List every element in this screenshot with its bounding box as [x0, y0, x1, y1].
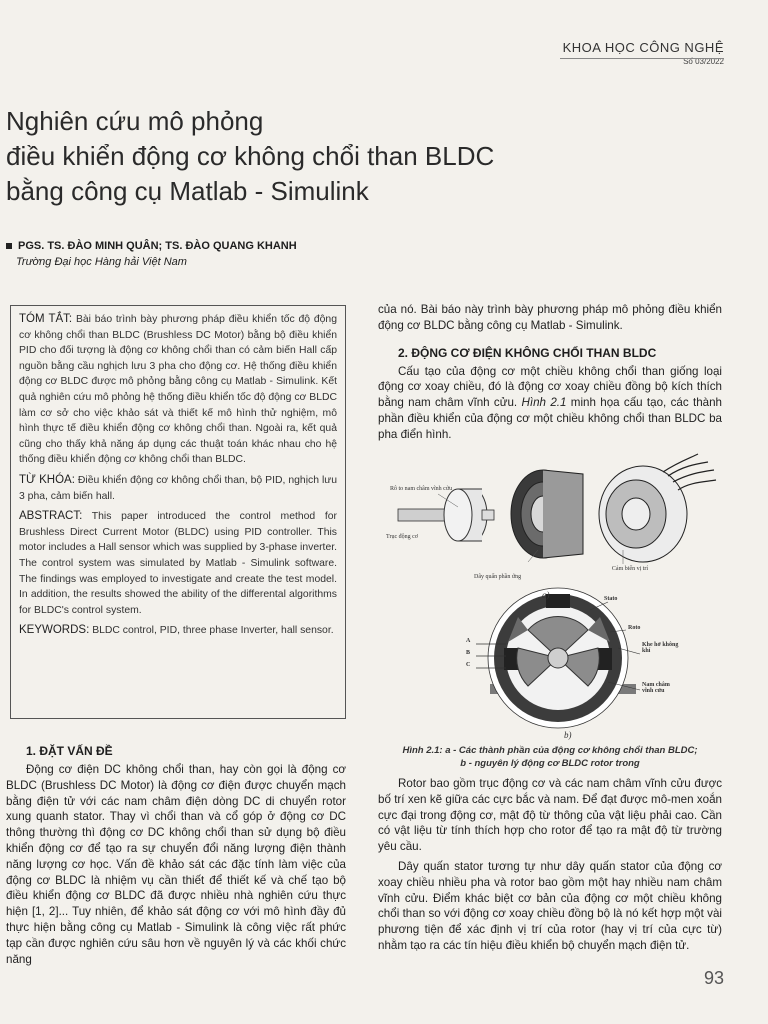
- section-2-text-a: Cấu tạo của động cơ một chiều không chổi than giống loại động cơ xoay chiều, đó là động cơ xoay chiều đồng bộ kích thích bằng nam châm vĩnh cửu.: [378, 364, 722, 410]
- keywords-label: KEYWORDS:: [19, 624, 90, 637]
- intro-continuation: của nó. Bài báo này trình bày phương pháp mô phỏng điều khiển động cơ BLDC bằng công cụ Matlab - Simulink.: [378, 303, 722, 332]
- issue-number: Số 03/2022: [683, 57, 724, 66]
- title-line-1: Nghiên cứu mô phỏng: [6, 106, 264, 136]
- abstract-box: [10, 305, 346, 719]
- section-1: [6, 744, 346, 967]
- tukhoa-paragraph: [19, 473, 337, 504]
- article-title: [6, 104, 566, 209]
- bullet-square-icon: [6, 243, 12, 249]
- caption-line-1: Hình 2.1: a - Các thành phần của động cơ không chổi than BLDC;: [402, 745, 698, 756]
- section-1-text: Động cơ điện DC không chổi than, hay còn gọi là động cơ BLDC (Brushless DC Motor) là động cơ điện được chuyển mạch bằng điện tử với các nam châm điện dòng DC di chuyển rotor xung quanh stator. Thay vì chổi than và cổ góp ở động cơ DC thông thường thì động cơ DC không chổi than sử dụng bộ điều khiển động cơ để tạo ra sự chuyển đổi năng lượng điện thành năng lượng cơ học. Vấn đề khảo sát các đặc tính làm việc của động cơ BLDC là nhiệm vụ cần thiết để thiết kế và chế tạo bộ điều khiển động cơ BLDC đã được nhiều nhà nghiên cứu thực hiện [1, 2]... Tuy nhiên, để khảo sát động cơ với mô hình đầy đủ thực hiện bằng công cụ Matlab - Simulink là công việc rất phức tạp cần được nghiên cứu sâu hơn về nguyên lý và các khối chức năng: [6, 763, 346, 966]
- label-rotor: Roto: [628, 625, 641, 631]
- subfigure-a-label: a): [542, 590, 550, 600]
- label-armature-winding: Dây quấn phần ứng: [474, 574, 522, 580]
- title-line-2: điều khiển động cơ không chổi than BLDC: [6, 141, 495, 171]
- rotor-paragraph: Rotor bao gồm trục động cơ và các nam châm vĩnh cửu được bố trí xen kẽ giữa các cực bắc và nam. Để đạt được mô-men xoắn cực đại trong động cơ, mật độ từ thông của vật liệu phải cao. Cần có vật liệu từ tính thích hợp cho rotor để tạo ra mật độ từ trường yêu cầu.: [378, 777, 722, 854]
- keywords-paragraph: [19, 623, 337, 639]
- tomtat-text: Bài báo trình bày phương pháp điều khiển tốc độ động cơ không chổi than BLDC (Brushless DC Motor) bằng bộ điều khiển PID cho đối tượng là động cơ không chổi than có cảm biến Hall cấp nguồn bằng cầu nghịch lưu 3 pha cho động cơ. Hệ thống điều khiển động cơ BLDC được mô phỏng bằng công cụ Matlab - Simulink. Kết quả nghiên cứu mô phỏng hệ thống điều khiển tốc độ động cơ BLDC làm cơ sở cho việc khảo sát và thiết kế mô hình thử nghiệm, mô hình thực tế điều khiển động cơ không chổi than. Ngoài ra, kết quả cũng cho thấy khả năng áp dụng các thuật toán khác nhau cho hệ thống điều khiển động cơ không chổi than BLDC.: [19, 314, 337, 466]
- figure-2-1: [378, 452, 722, 748]
- cross-section-illustration: [488, 588, 636, 728]
- header-rule: [560, 58, 724, 59]
- tomtat-label: TÓM TẮT:: [19, 313, 73, 325]
- page-number: 93: [703, 968, 724, 988]
- label-shaft: Trục động cơ: [386, 534, 418, 540]
- label-rotor-magnet: Rô to nam châm vĩnh cửu: [390, 486, 453, 492]
- figure-reference: Hình 2.1: [521, 396, 567, 410]
- label-phase-a: A: [466, 638, 471, 644]
- authors: [6, 240, 297, 252]
- abstract-text: This paper introduced the control method for Brushless Direct Current Motor (BLDC) using PID controller. This motor includes a Hall sensor which was supplied by 3-phase inverter. The control system was simulated by Matlab - Simulink software. The findings was employed to investigate and create the test model. In addition, the results showed the ability of the differental algorithms for BLDC's control system.: [19, 511, 337, 616]
- subfigure-b-label: b): [564, 730, 572, 740]
- tomtat-paragraph: [19, 312, 337, 468]
- housing-illustration: [599, 454, 716, 562]
- label-air-gap: Khe hở không khí: [642, 642, 679, 654]
- keywords-text: BLDC control, PID, three phase Inverter, hall sensor.: [92, 625, 334, 637]
- affiliation: Trường Đại học Hàng hải Việt Nam: [16, 256, 187, 268]
- right-column-bottom: [378, 776, 722, 954]
- label-phase-c: C: [466, 662, 471, 668]
- tukhoa-label: TỪ KHÓA:: [19, 473, 75, 486]
- section-2-text: [378, 364, 722, 443]
- label-phase-b: B: [466, 650, 471, 656]
- journal-name: KHOA HỌC CÔNG NGHỆ: [562, 40, 724, 55]
- abstract-label: ABSTRACT:: [19, 510, 83, 523]
- section-2-text-b: minh họa cấu tạo, các thành phần điều khiển của động cơ một chiều không chổi than BLDC ba pha điển hình.: [378, 396, 722, 441]
- section-2-heading: 2. ĐỘNG CƠ ĐIỆN KHÔNG CHỔI THAN BLDC: [398, 345, 657, 360]
- motor-diagram: [378, 452, 722, 748]
- right-column-top: [378, 302, 722, 443]
- tukhoa-text: Điều khiển động cơ không chổi than, bộ PID, nghịch lưu 3 pha, cảm biến hall.: [19, 474, 337, 502]
- figure-caption: [378, 744, 722, 770]
- label-stator: Stato: [604, 596, 618, 602]
- journal-header: [563, 40, 724, 66]
- stator-illustration: [511, 470, 583, 558]
- abstract-paragraph: [19, 509, 337, 618]
- title-line-3: bằng công cụ Matlab - Simulink: [6, 176, 369, 206]
- author-names: PGS. TS. ĐÀO MINH QUÂN; TS. ĐÀO QUANG KHANH: [18, 240, 297, 252]
- section-1-heading: 1. ĐẶT VẤN ĐỀ: [26, 744, 113, 758]
- label-permanent-magnet: Nam châm vĩnh cửu: [642, 682, 670, 694]
- stator-paragraph: Dây quấn stator tương tự như dây quấn stator của động cơ xoay chiều nhiều pha và rotor bao gồm một hay nhiều nam châm vĩnh cửu. Điểm khác biệt cơ bản của động cơ một chiều không chổi than so với động cơ xoay chiều đồng bộ là nó kết hợp một vài phương tiện để xác định vị trí của rotor (hay vị trí của cực từ) nhằm tạo ra các tín hiệu điều khiển bộ chuyển mạch điện tử.: [378, 859, 722, 952]
- label-position-sensor: Cảm biến vị trí: [611, 566, 649, 572]
- caption-line-2: b - nguyên lý động cơ BLDC rotor trong: [460, 758, 640, 769]
